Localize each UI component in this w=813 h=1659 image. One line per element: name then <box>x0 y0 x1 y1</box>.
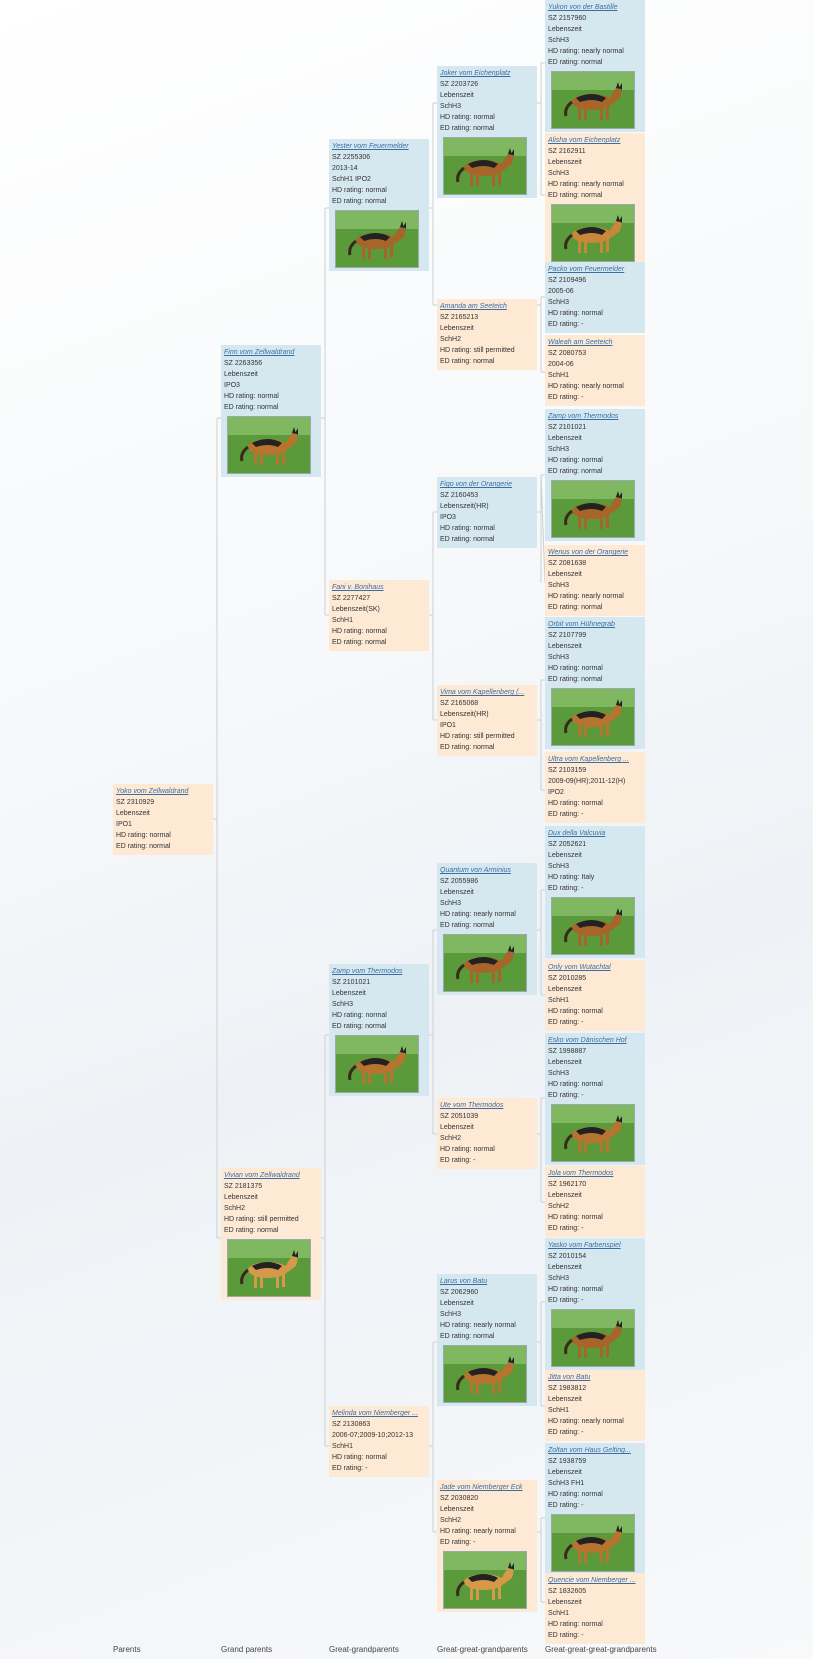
ed-rating: ED rating: normal <box>440 744 495 751</box>
registration-number: SZ 2010285 <box>548 975 587 982</box>
training-title: SchH3 <box>440 103 462 110</box>
dam-card <box>329 1406 429 1477</box>
dam-card <box>437 299 537 370</box>
hd-rating: HD rating: normal <box>548 1008 603 1015</box>
breed-survey: Lebenszeit <box>548 1059 582 1066</box>
sire-card <box>437 66 537 198</box>
ed-rating: ED rating: normal <box>332 1023 387 1030</box>
registration-number: SZ 1998887 <box>548 1048 587 1055</box>
ed-rating: ED rating: normal <box>116 843 171 850</box>
sire-card <box>545 1238 645 1370</box>
hd-rating: HD rating: normal <box>440 114 495 121</box>
hd-rating: HD rating: normal <box>224 393 279 400</box>
hd-rating: HD rating: normal <box>440 1146 495 1153</box>
dog-name-link[interactable]: Yoko vom Zellwaldrand <box>116 788 189 795</box>
dog-photo-icon[interactable] <box>551 1104 635 1162</box>
training-title: SchH3 <box>548 446 570 453</box>
training-title: SchH1 <box>332 617 354 624</box>
dog-photo-icon[interactable] <box>443 1345 527 1403</box>
breed-survey: 2009-09(HR);2011-12(H) <box>548 778 626 785</box>
dam-card <box>437 1098 537 1169</box>
sire-card <box>437 863 537 995</box>
sire-card <box>545 262 645 333</box>
dog-photo-icon[interactable] <box>443 934 527 992</box>
ed-rating: ED rating: - <box>548 1092 584 1099</box>
registration-number: SZ 2080753 <box>548 350 587 357</box>
hd-rating: HD rating: nearly normal <box>548 181 624 188</box>
registration-number: SZ 2263356 <box>224 360 263 367</box>
breed-survey: Lebenszeit <box>548 1396 582 1403</box>
breed-survey: Lebenszeit <box>224 371 258 378</box>
ed-rating: ED rating: normal <box>548 676 603 683</box>
dog-name-link[interactable]: Larus von Batu <box>440 1278 488 1285</box>
registration-number: SZ 2165213 <box>440 314 479 321</box>
training-title: IPO1 <box>440 722 456 729</box>
hd-rating: HD rating: still permitted <box>440 733 515 740</box>
training-title: SchH1 <box>332 1443 354 1450</box>
dog-photo-icon[interactable] <box>551 897 635 955</box>
ed-rating: ED rating: - <box>548 1502 584 1509</box>
training-title: SchH3 <box>548 1070 570 1077</box>
registration-number: SZ 1962170 <box>548 1181 587 1188</box>
hd-rating: HD rating: normal <box>440 525 495 532</box>
dog-name-link[interactable]: Finn vom Zellwaldrand <box>224 349 295 356</box>
dog-name-link[interactable]: Vivian vom Zellwaldrand <box>224 1172 300 1179</box>
dam-card <box>545 1370 645 1441</box>
registration-number: SZ 2160453 <box>440 492 479 499</box>
ed-rating: ED rating: - <box>548 321 584 328</box>
ed-rating: ED rating: - <box>440 1539 476 1546</box>
breed-survey: Lebenszeit <box>440 92 474 99</box>
training-title: SchH3 <box>548 654 570 661</box>
dog-photo-icon[interactable] <box>551 1514 635 1572</box>
hd-rating: HD rating: normal <box>548 1214 603 1221</box>
hd-rating: HD rating: still permitted <box>224 1216 299 1223</box>
sire-card <box>545 617 645 749</box>
ed-rating: ED rating: - <box>548 811 584 818</box>
hd-rating: HD rating: normal <box>116 832 171 839</box>
breed-survey: Lebenszeit(HR) <box>440 503 489 510</box>
dog-name-link[interactable]: Orbit vom Hühnegrab <box>548 621 615 628</box>
dam-card <box>545 752 645 823</box>
breed-survey: Lebenszeit <box>116 810 150 817</box>
training-title: SchH1 <box>548 997 570 1004</box>
ed-rating: ED rating: normal <box>224 1227 279 1234</box>
breed-survey: Lebenszeit <box>332 990 366 997</box>
dog-name-link[interactable]: Yukon von der Bastille <box>548 4 618 11</box>
breed-survey: Lebenszeit <box>548 986 582 993</box>
breed-survey: Lebenszeit <box>548 1264 582 1271</box>
training-title: SchH3 <box>440 1311 462 1318</box>
dog-name-link[interactable]: Fani v. Bonihaus <box>332 584 384 591</box>
breed-survey: Lebenszeit <box>548 159 582 166</box>
training-title: SchH3 <box>548 1275 570 1282</box>
dog-name-link[interactable]: Zamp vom Thermodos <box>332 968 403 975</box>
hd-rating: HD rating: normal <box>548 1286 603 1293</box>
breed-survey: Lebenszeit <box>440 1506 474 1513</box>
dog-photo-icon[interactable] <box>551 480 635 538</box>
registration-number: SZ 2051039 <box>440 1113 479 1120</box>
hd-rating: HD rating: normal <box>548 457 603 464</box>
training-title: IPO1 <box>116 821 132 828</box>
breed-survey: Lebenszeit <box>224 1194 258 1201</box>
dog-name-link[interactable]: Jade vom Niemberger Eck <box>440 1484 523 1491</box>
ed-rating: ED rating: normal <box>332 639 387 646</box>
dog-name-link[interactable]: Jola vom Thermodos <box>548 1170 614 1177</box>
training-title: SchH3 <box>440 900 462 907</box>
breed-survey: 2013-14 <box>332 165 358 172</box>
registration-number: SZ 2103159 <box>548 767 587 774</box>
hd-rating: HD rating: normal <box>548 1491 603 1498</box>
registration-number: SZ 2162911 <box>548 148 586 155</box>
registration-number: SZ 2081638 <box>548 560 587 567</box>
training-title: SchH3 <box>548 37 570 44</box>
dam-card <box>545 1573 645 1644</box>
sire-card <box>437 1274 537 1406</box>
ed-rating: ED rating: - <box>548 1297 584 1304</box>
dog-photo-icon[interactable] <box>551 71 635 129</box>
registration-number: SZ 2101021 <box>548 424 587 431</box>
ed-rating: ED rating: - <box>548 1019 584 1026</box>
breed-survey: Lebenszeit <box>548 571 582 578</box>
hd-rating: HD rating: nearly normal <box>548 1418 624 1425</box>
dog-name-link[interactable]: Wenus von der Orangerie <box>548 549 629 556</box>
dam-card <box>113 784 213 855</box>
ed-rating: ED rating: - <box>548 1225 584 1232</box>
dog-name-link[interactable]: Yester vom Feuermelder <box>332 143 409 150</box>
ed-rating: ED rating: - <box>332 1465 368 1472</box>
hd-rating: HD rating: normal <box>332 1454 387 1461</box>
breed-survey: 2005-06 <box>548 288 574 295</box>
breed-survey: Lebenszeit <box>548 1192 582 1199</box>
registration-number: SZ 2109496 <box>548 277 587 284</box>
training-title: SchH3 FH1 <box>548 1480 585 1487</box>
dog-photo-icon[interactable] <box>227 416 311 474</box>
registration-number: SZ 2157960 <box>548 15 587 22</box>
ed-rating: ED rating: normal <box>548 604 603 611</box>
dog-name-link[interactable]: Jitta von Batu <box>548 1374 591 1381</box>
sire-card <box>545 826 645 958</box>
training-title: SchH2 <box>224 1205 246 1212</box>
training-title: SchH1 <box>548 1407 570 1414</box>
training-title: IPO3 <box>224 382 240 389</box>
sire-card <box>437 477 537 548</box>
hd-rating: HD rating: nearly normal <box>548 48 624 55</box>
training-title: SchH2 <box>440 1517 462 1524</box>
registration-number: SZ 2107799 <box>548 632 587 639</box>
dog-name-link[interactable]: Vima vom Kapellenberg (... <box>440 689 525 696</box>
ed-rating: ED rating: normal <box>224 404 279 411</box>
generation-label-great-grandparents: Great-grandparents <box>329 1645 399 1654</box>
training-title: SchH3 <box>548 863 570 870</box>
hd-rating: HD rating: still permitted <box>440 347 515 354</box>
registration-number: SZ 1832605 <box>548 1588 587 1595</box>
registration-number: SZ 2052621 <box>548 841 587 848</box>
dog-name-link[interactable]: Ultra vom Kapellenberg ... <box>548 756 629 763</box>
dam-card <box>221 1168 321 1300</box>
hd-rating: HD rating: normal <box>548 1621 603 1628</box>
dog-photo-icon[interactable] <box>551 1309 635 1367</box>
hd-rating: HD rating: normal <box>548 1081 603 1088</box>
breed-survey: Lebenszeit <box>548 643 582 650</box>
hd-rating: HD rating: Italy <box>548 874 595 881</box>
registration-number: SZ 1938759 <box>548 1458 587 1465</box>
dog-photo-icon[interactable] <box>551 204 635 262</box>
ed-rating: ED rating: normal <box>440 125 495 132</box>
ed-rating: ED rating: - <box>548 1429 584 1436</box>
breed-survey: Lebenszeit <box>440 325 474 332</box>
registration-number: SZ 2062960 <box>440 1289 479 1296</box>
dog-photo-icon[interactable] <box>443 1551 527 1609</box>
training-title: IPO2 <box>548 789 564 796</box>
hd-rating: HD rating: nearly normal <box>440 911 516 918</box>
dog-name-link[interactable]: Ute vom Thermodos <box>440 1102 504 1109</box>
ed-rating: ED rating: normal <box>548 468 603 475</box>
ed-rating: ED rating: normal <box>440 536 495 543</box>
breed-survey: Lebenszeit <box>548 1599 582 1606</box>
training-title: SchH3 <box>332 1001 354 1008</box>
dog-name-link[interactable]: Melinda vom Niemberger ... <box>332 1410 418 1417</box>
sire-card <box>545 1033 645 1165</box>
hd-rating: HD rating: normal <box>332 187 387 194</box>
registration-number: SZ 2181375 <box>224 1183 263 1190</box>
generation-label-parents: Parents <box>113 1645 141 1654</box>
breed-survey: Lebenszeit <box>548 26 582 33</box>
training-title: SchH2 <box>440 1135 462 1142</box>
breed-survey: 2004-06 <box>548 361 574 368</box>
dam-card <box>437 1480 537 1612</box>
breed-survey: Lebenszeit <box>440 1124 474 1131</box>
sire-card <box>545 1443 645 1575</box>
hd-rating: HD rating: normal <box>548 310 603 317</box>
registration-number: SZ 2030820 <box>440 1495 479 1502</box>
training-title: SchH1 <box>548 372 570 379</box>
dam-card <box>545 335 645 406</box>
hd-rating: HD rating: normal <box>548 665 603 672</box>
dog-name-link[interactable]: Dux della Valcuvia <box>548 830 606 837</box>
ed-rating: ED rating: - <box>548 394 584 401</box>
training-title: SchH1 <box>548 1610 570 1617</box>
sire-card <box>329 964 429 1096</box>
ed-rating: ED rating: normal <box>440 1333 495 1340</box>
dog-name-link[interactable]: Joker vom Eichenplatz <box>440 70 511 77</box>
registration-number: SZ 2055986 <box>440 878 479 885</box>
hd-rating: HD rating: normal <box>332 628 387 635</box>
training-title: SchH3 <box>548 170 570 177</box>
dam-card <box>329 580 429 651</box>
ed-rating: ED rating: normal <box>548 192 603 199</box>
training-title: SchH1 IPO2 <box>332 176 371 183</box>
hd-rating: HD rating: nearly normal <box>440 1322 516 1329</box>
registration-number: SZ 2130863 <box>332 1421 371 1428</box>
dog-name-link[interactable]: Yasko vom Farbenspiel <box>548 1242 621 1249</box>
ed-rating: ED rating: normal <box>440 358 495 365</box>
dog-photo-icon[interactable] <box>335 210 419 268</box>
sire-card <box>221 345 321 477</box>
training-title: SchH2 <box>440 336 462 343</box>
registration-number: SZ 2203726 <box>440 81 479 88</box>
training-title: SchH2 <box>548 1203 570 1210</box>
breed-survey: Lebenszeit <box>548 435 582 442</box>
training-title: IPO3 <box>440 514 456 521</box>
generation-label-great-great-grandparents: Great-great-grandparents <box>437 1645 528 1654</box>
training-title: SchH3 <box>548 299 570 306</box>
dog-photo-icon[interactable] <box>227 1239 311 1297</box>
dog-name-link[interactable]: Quencie vom Niemberger ... <box>548 1577 636 1584</box>
breed-survey: Lebenszeit(HR) <box>440 711 489 718</box>
dog-name-link[interactable]: Packo vom Feuermelder <box>548 266 625 273</box>
hd-rating: HD rating: nearly normal <box>548 593 624 600</box>
dam-card <box>545 1166 645 1237</box>
dog-photo-icon[interactable] <box>551 688 635 746</box>
hd-rating: HD rating: nearly normal <box>440 1528 516 1535</box>
registration-number: SZ 2310929 <box>116 799 155 806</box>
sire-card <box>329 139 429 271</box>
dog-name-link[interactable]: Only vom Wutachtal <box>548 964 611 971</box>
breed-survey: Lebenszeit <box>548 852 582 859</box>
registration-number: SZ 1983812 <box>548 1385 587 1392</box>
registration-number: SZ 2277427 <box>332 595 371 602</box>
hd-rating: HD rating: nearly normal <box>548 383 624 390</box>
dog-name-link[interactable]: Esko vom Dänischen Hof <box>548 1037 627 1044</box>
sire-card <box>545 409 645 541</box>
registration-number: SZ 2165068 <box>440 700 479 707</box>
ed-rating: ED rating: normal <box>440 922 495 929</box>
dog-name-link[interactable]: Amanda am Seeteich <box>440 303 507 310</box>
dam-card <box>545 960 645 1031</box>
dog-name-link[interactable]: Quantum von Arminius <box>440 867 511 874</box>
dam-card <box>545 133 645 265</box>
dog-photo-icon[interactable] <box>443 137 527 195</box>
sire-card <box>545 0 645 132</box>
registration-number: SZ 2010154 <box>548 1253 587 1260</box>
dog-photo-icon[interactable] <box>335 1035 419 1093</box>
registration-number: SZ 2255306 <box>332 154 371 161</box>
dam-card <box>437 685 537 756</box>
dog-name-link[interactable]: Figo von der Orangerie <box>440 481 512 488</box>
dog-name-link[interactable]: Zamp vom Thermodos <box>548 413 619 420</box>
hd-rating: HD rating: normal <box>332 1012 387 1019</box>
breed-survey: Lebenszeit <box>440 1300 474 1307</box>
registration-number: SZ 2101021 <box>332 979 371 986</box>
breed-survey: Lebenszeit <box>440 889 474 896</box>
generation-label-great-great-great-grandparents: Great-great-great-grandparents <box>545 1645 657 1654</box>
breed-survey: 2006-07;2009-10;2012-13 <box>332 1432 413 1439</box>
ed-rating: ED rating: - <box>440 1157 476 1164</box>
ed-rating: ED rating: - <box>548 1632 584 1639</box>
ed-rating: ED rating: normal <box>332 198 387 205</box>
dam-card <box>545 545 645 616</box>
hd-rating: HD rating: normal <box>548 800 603 807</box>
generation-label-grandparents: Grand parents <box>221 1645 273 1654</box>
ed-rating: ED rating: - <box>548 885 584 892</box>
dog-name-link[interactable]: Waleah am Seeteich <box>548 339 613 346</box>
breed-survey: Lebenszeit(SK) <box>332 606 380 613</box>
breed-survey: Lebenszeit <box>548 1469 582 1476</box>
dog-name-link[interactable]: Alisha vom Eichenplatz <box>548 137 621 144</box>
ed-rating: ED rating: normal <box>548 59 603 66</box>
dog-name-link[interactable]: Zoltan vom Haus Gelting... <box>548 1447 631 1454</box>
training-title: SchH3 <box>548 582 570 589</box>
